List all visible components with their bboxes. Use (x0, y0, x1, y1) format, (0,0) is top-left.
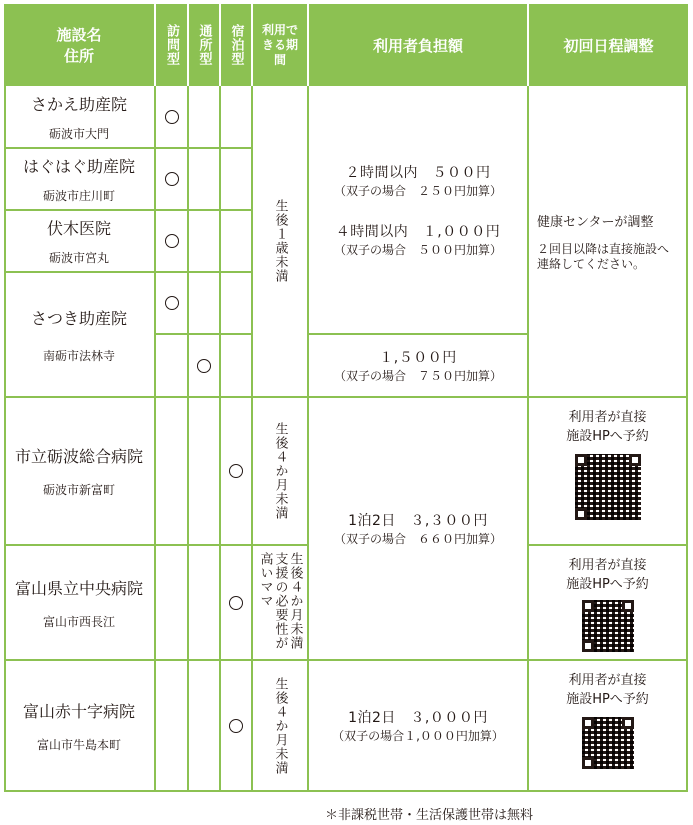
facility-row-6 (4, 546, 156, 661)
fee-stay-cell (309, 661, 529, 792)
visit-cell (156, 149, 189, 211)
schedule-text: 利用者が直接 (568, 558, 647, 573)
facility-name: 富山県立中央病院 (14, 578, 143, 598)
period-cell (253, 86, 309, 398)
facility-address: 砺波市庄川町 (42, 189, 115, 203)
schedule-text: 利用者が直接 (568, 673, 647, 688)
circle-mark-icon (229, 596, 243, 610)
header-facility (4, 4, 156, 86)
fee-daycare-cell (309, 335, 529, 398)
header-first-schedule: 初回日程調整 (529, 4, 688, 86)
circle-mark-icon (165, 172, 179, 186)
circle-mark-icon (165, 296, 179, 310)
stay-cell (221, 546, 253, 661)
header-address-label: 住所 (63, 47, 94, 65)
facility-address: 砺波市新富町 (42, 483, 115, 497)
stay-cell (221, 661, 253, 792)
visit-cell (156, 273, 189, 335)
fee-visit-cell (309, 86, 529, 335)
fee-text: 1泊2日 ３,３００円 (348, 513, 488, 529)
footnote: ＊非課税世帯・生活保護世帯は無料 (324, 808, 533, 823)
header-period: 利用できる期間 (253, 4, 309, 86)
schedule-text: 健康センターが調整 (537, 214, 654, 230)
stay-cell-empty (221, 211, 253, 273)
schedule-cell (529, 86, 688, 398)
fee-text: 1泊2日 ３,０００円 (348, 710, 488, 726)
circle-mark-icon (165, 234, 179, 248)
stay-cell-empty (221, 86, 253, 149)
daycare-cell-empty (189, 398, 221, 546)
stay-cell-empty (221, 335, 253, 398)
period-text: 高いママ (257, 552, 273, 608)
facility-row-5 (4, 398, 156, 546)
qr-code-icon[interactable] (582, 600, 634, 652)
facility-address: 砺波市大門 (48, 126, 109, 141)
circle-mark-icon (229, 464, 243, 478)
facility-name: さつき助産院 (30, 308, 127, 328)
fee-twin-text: （双子の場合１,０００円加算） (332, 729, 504, 743)
daycare-cell-empty (189, 661, 221, 792)
period-cell (253, 661, 309, 792)
period-text: 生後１歳未満 (272, 199, 288, 283)
facility-name: 富山赤十字病院 (22, 701, 135, 721)
facility-row-3 (4, 211, 156, 273)
qr-code-icon[interactable] (575, 454, 641, 520)
header-visit: 訪問型 (156, 4, 189, 86)
facility-address: 砺波市宮丸 (48, 251, 109, 265)
facility-address: 南砺市法林寺 (42, 348, 115, 363)
period-cell (253, 546, 309, 661)
facility-row-1 (4, 86, 156, 149)
header-daycare: 通所型 (189, 4, 221, 86)
fee-stay-cell (309, 398, 529, 661)
schedule-text: 施設HPへ予約 (566, 577, 649, 592)
fee-text: ２時間以内 ５００円 (345, 164, 491, 181)
period-cell (253, 398, 309, 546)
facility-name: 伏木医院 (46, 219, 111, 238)
facility-table (4, 4, 688, 792)
facility-name: はぐはぐ助産院 (22, 157, 135, 176)
circle-mark-icon (197, 359, 211, 373)
daycare-cell (189, 335, 221, 398)
visit-cell (156, 211, 189, 273)
daycare-cell-empty (189, 211, 221, 273)
header-stay: 宿泊型 (221, 4, 253, 86)
schedule-text: ２回目以降は直接施設へ連絡してください。 (537, 241, 670, 271)
facility-name: さかえ助産院 (30, 94, 127, 114)
stay-cell-empty (221, 149, 253, 211)
visit-cell-empty (156, 546, 189, 661)
period-text: 支援の必要性が (272, 552, 288, 650)
header-fee: 利用者負担額 (309, 4, 529, 86)
fee-text: ４時間以内 １,０００円 (335, 223, 501, 240)
schedule-cell (529, 661, 688, 792)
daycare-cell-empty (189, 149, 221, 211)
daycare-cell-empty (189, 546, 221, 661)
circle-mark-icon (229, 719, 243, 733)
schedule-cell (529, 398, 688, 546)
schedule-text: 利用者が直接 (568, 410, 647, 425)
fee-twin-text: （双子の場合 ７５０円加算） (333, 369, 502, 383)
facility-address: 富山市西長江 (42, 614, 115, 629)
visit-cell (156, 86, 189, 149)
daycare-cell-empty (189, 273, 221, 335)
period-text: 生後４か月未満 (272, 422, 288, 520)
period-text: 生後４か月未満 (272, 676, 288, 775)
visit-cell-empty (156, 661, 189, 792)
daycare-cell-empty (189, 86, 221, 149)
facility-address: 富山市牛島本町 (36, 737, 121, 752)
fee-twin-text: （双子の場合 ６６０円加算） (333, 532, 502, 546)
fee-twin-text: （双子の場合 ２５０円加算） (333, 183, 502, 198)
facility-row-2 (4, 149, 156, 211)
facility-row-7 (4, 661, 156, 792)
stay-cell-empty (221, 273, 253, 335)
schedule-text: 施設HPへ予約 (566, 692, 649, 707)
header-facility-label: 施設名 (56, 26, 102, 44)
fee-text: １,５００円 (379, 350, 457, 366)
schedule-text: 施設HPへ予約 (566, 429, 649, 444)
facility-name: 市立砺波総合病院 (14, 447, 143, 466)
period-text: 生後４か月未満 (287, 552, 303, 650)
circle-mark-icon (165, 110, 179, 124)
fee-twin-text: （双子の場合 ５００円加算） (333, 242, 502, 257)
visit-cell-empty (156, 398, 189, 546)
facility-row-4 (4, 273, 156, 398)
stay-cell (221, 398, 253, 546)
schedule-cell (529, 546, 688, 661)
visit-cell-empty (156, 335, 189, 398)
qr-code-icon[interactable] (582, 717, 634, 769)
